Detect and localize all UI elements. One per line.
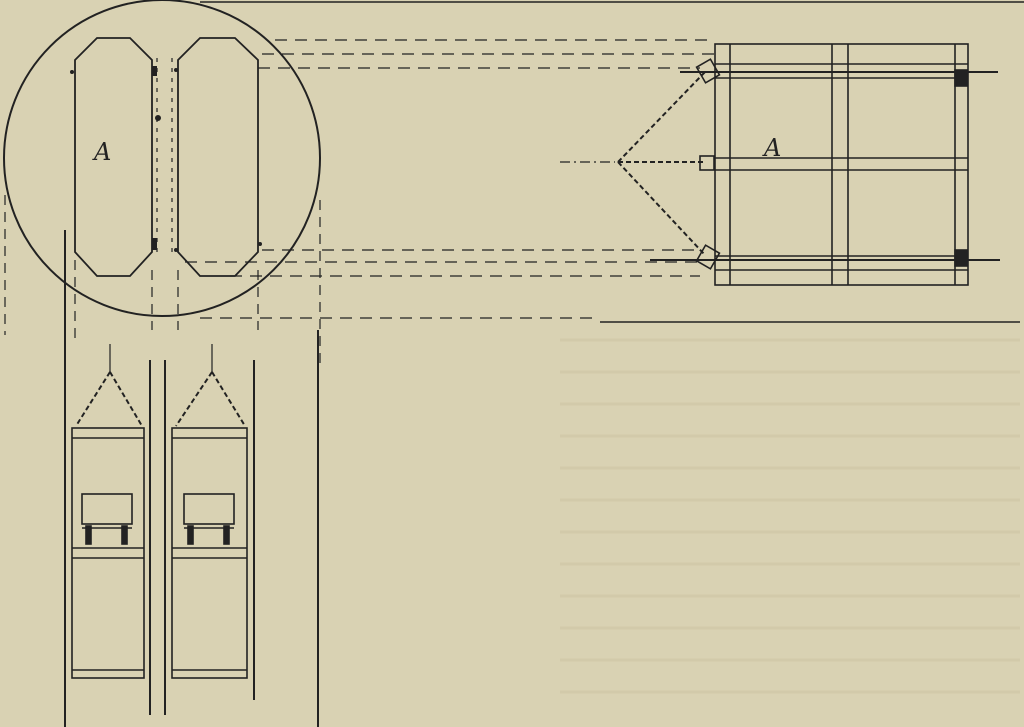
elevation-label-a: A: [764, 134, 782, 162]
elevation-view: [618, 44, 1000, 285]
mine-car-right: [184, 494, 234, 524]
mine-car-left: [82, 494, 132, 524]
plan-view: [4, 0, 320, 316]
projection-lines: [185, 40, 715, 318]
vertical-projections: [5, 195, 320, 370]
cage-right: [172, 344, 247, 678]
cage-left: [72, 344, 144, 678]
plan-label-a: A: [94, 138, 112, 166]
chain-sling: [618, 72, 705, 255]
frame-outer: [715, 44, 968, 285]
compartment-left: [75, 38, 152, 276]
compartment-right: [178, 38, 258, 276]
bleed-through-text: [560, 340, 1020, 692]
shaft-circle: [4, 0, 320, 316]
